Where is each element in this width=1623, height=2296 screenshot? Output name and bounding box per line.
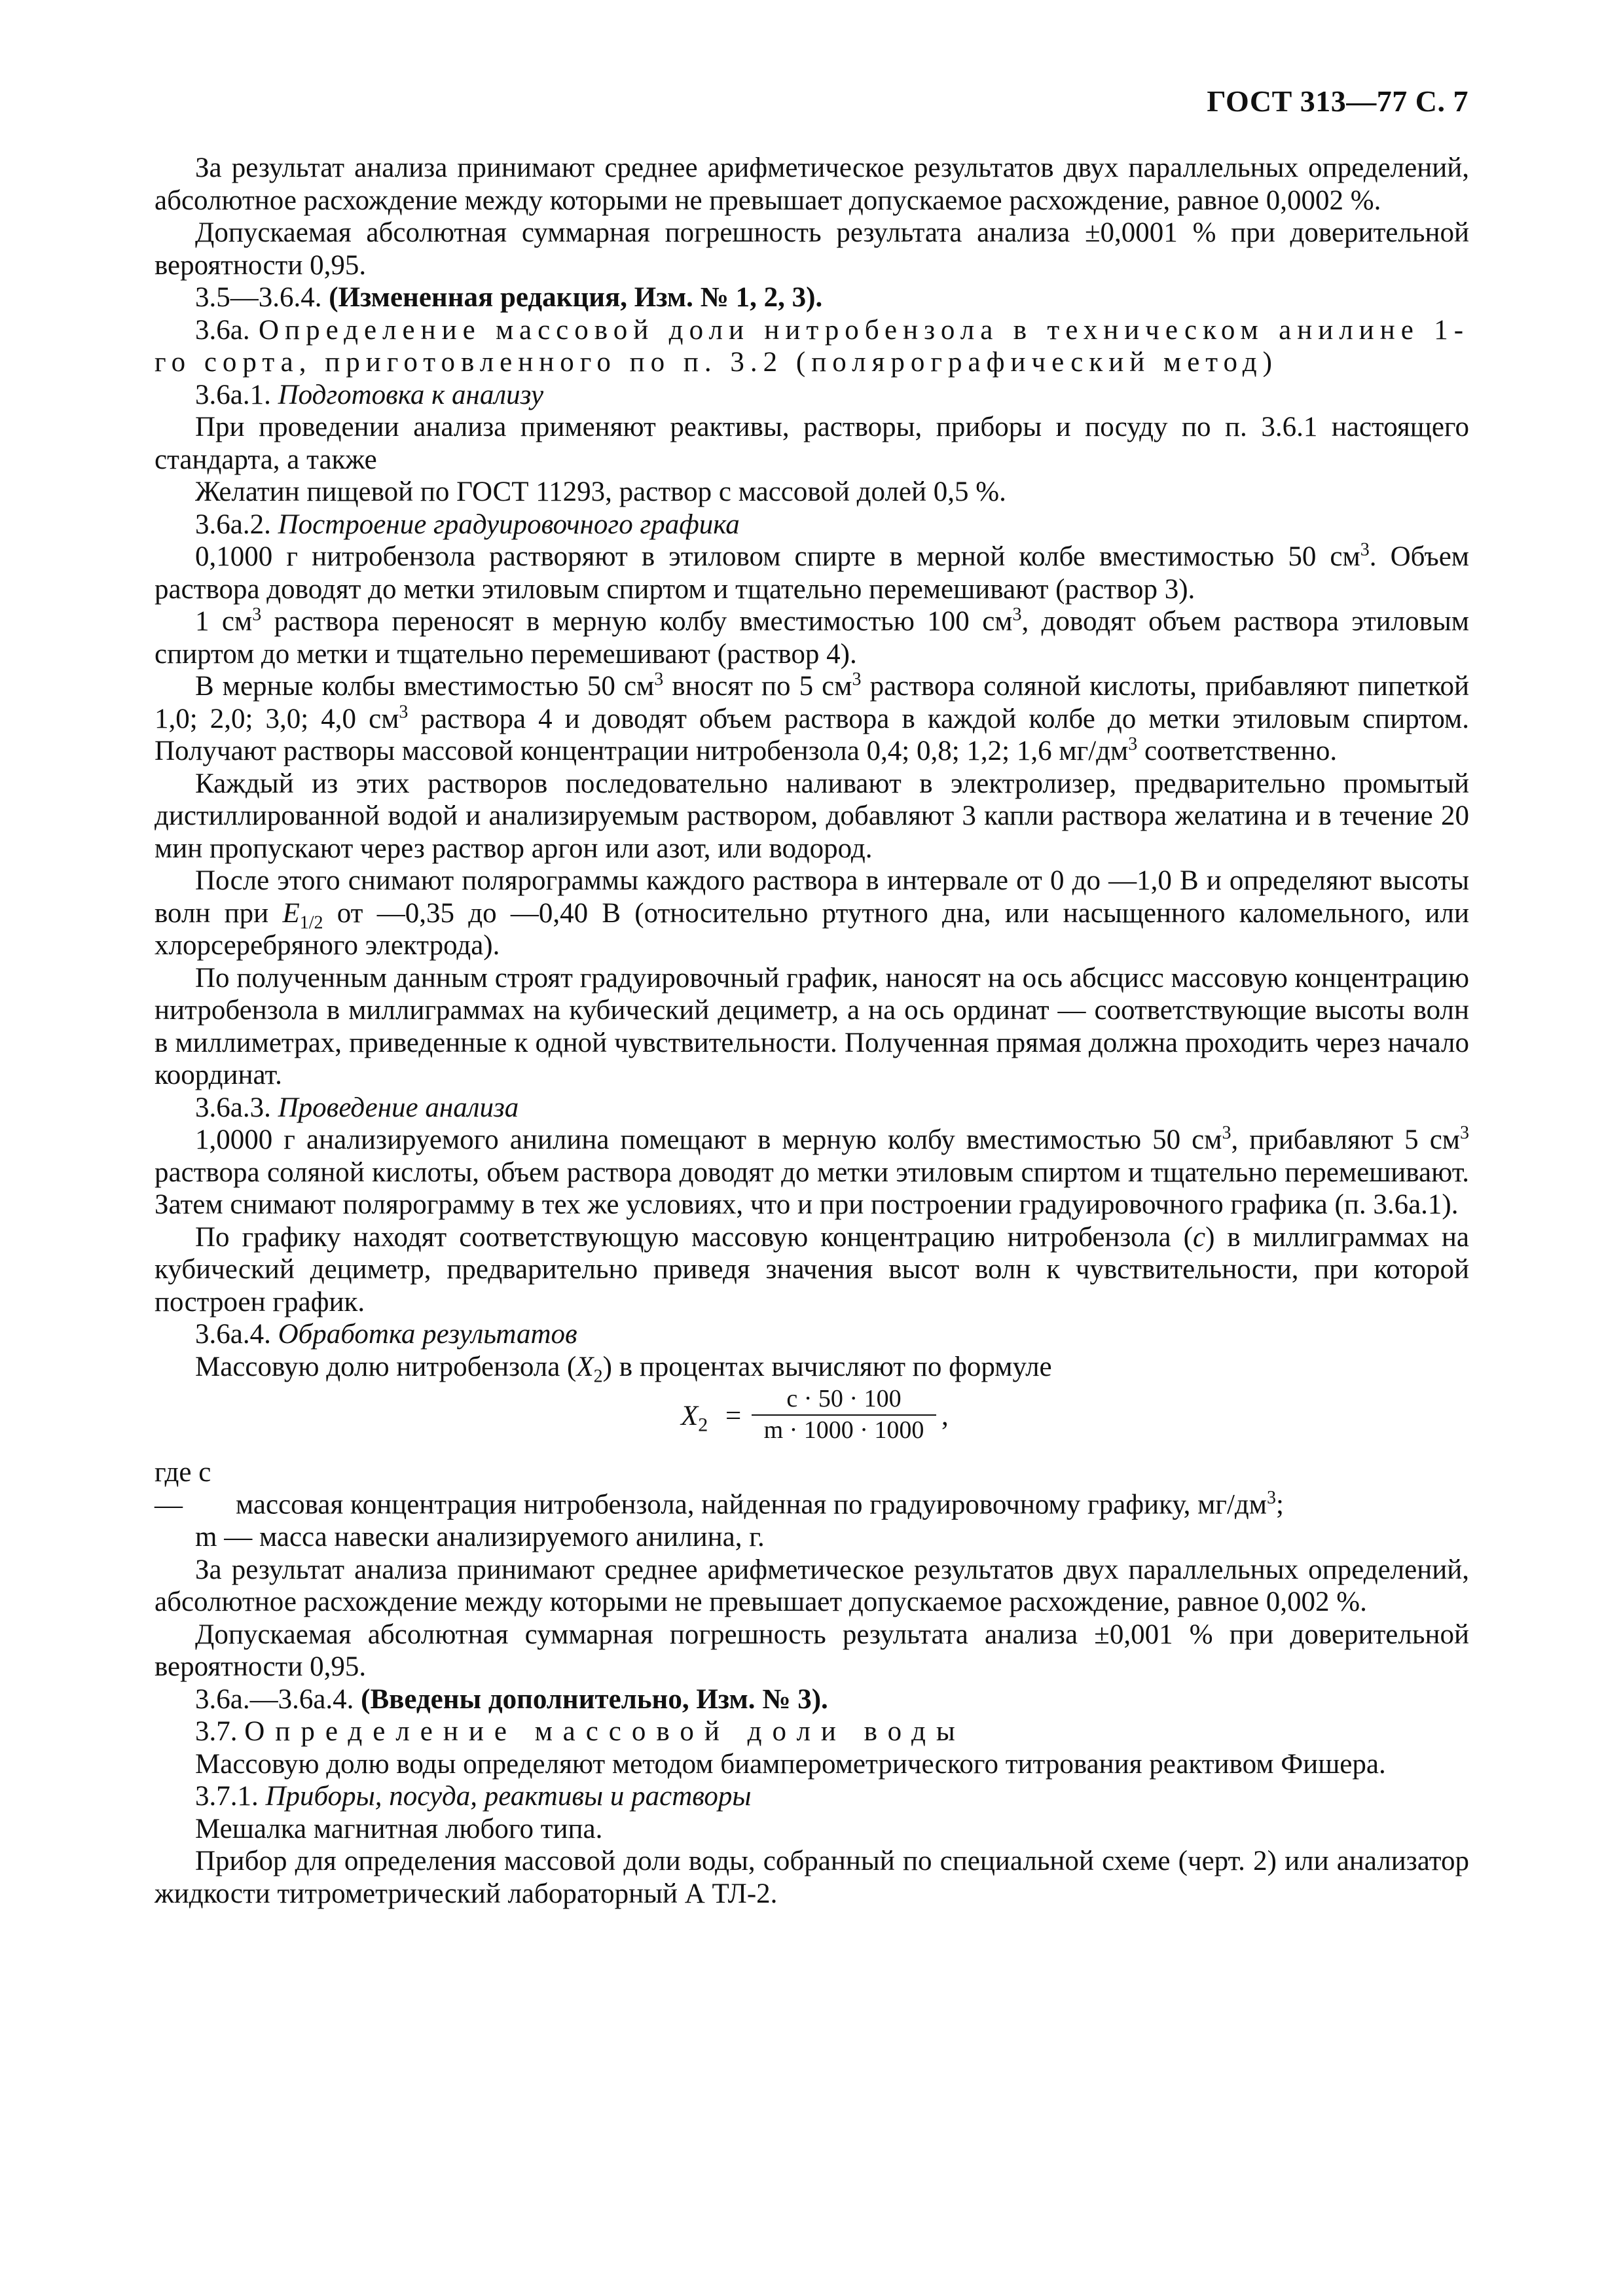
page-header: ГОСТ 313—77 С. 7 — [1207, 84, 1468, 118]
paragraph: Желатин пищевой по ГОСТ 11293, раствор с массовой долей 0,5 %. — [195, 476, 1006, 507]
paragraph: По полученным данным строят градуировочный график, наносят на ось абсцисс массовую концентрацию нитробензола в миллиграммах на кубический дециметр, а на ось ординат — соответствующие высоты волн в миллиметрах, приведенные к одной чувствительности. Полученная прямая должна проходить через начало координат. — [155, 962, 1469, 1090]
paragraph: 0,1000 г нитробензола растворяют в этиловом спирте в мерной колбе вместимостью 50 $см^3$. Объем раствора доводят до метки этиловым спиртом и тщательно перемешивают (раствор 3). — [155, 539, 1469, 605]
document-body — [155, 152, 1469, 1910]
formula-comma: , — [941, 1401, 949, 1431]
paragraph: Допускаемая абсолютная суммарная погрешность результата анализа ±0,001 % при доверительной вероятности 0,95. — [155, 1619, 1469, 1682]
paragraph: За результат анализа принимают среднее арифметическое результатов двух параллельных определений, абсолютное расхождение между которыми не превышает допускаемое расхождение, равное 0,0002 %. — [155, 152, 1469, 216]
formula-legend-item: m — масса навески анализируемого анилина, г. — [195, 1522, 765, 1552]
subsection-heading: 3.6а.2. Построение градуировочного графика — [195, 509, 740, 540]
formula — [155, 1387, 1469, 1450]
formula-equals: = — [725, 1401, 742, 1431]
section-heading-text: Определение массовой доли воды — [244, 1716, 966, 1747]
paragraph: По графику находят соответствующую массовую концентрацию нитробензола (c) в миллиграммах на кубический дециметр, предварительно приведя значения высот волн к чувствительности, при которой построен график. — [155, 1221, 1469, 1318]
subsection-heading: 3.6а.3. Проведение анализа — [195, 1092, 519, 1123]
paragraph: Прибор для определения массовой доли воды, собранный по специальной схеме (черт. 2) или анализатор жидкости титрометрический лабораторный А ТЛ-2. — [155, 1846, 1469, 1909]
paragraph: Мешалка магнитная любого типа. — [195, 1813, 603, 1844]
formula-denominator: m · 1000 · 1000 — [763, 1416, 924, 1444]
section-heading-text: Определение массовой доли нитробензола в техническом анилине 1-го сорта, приготовленного по п. 3.2 (полярографический метод) — [155, 314, 1470, 378]
section-heading: 3.7. Определение массовой доли воды — [195, 1716, 966, 1747]
formula-numerator: c · 50 · 100 — [752, 1384, 936, 1416]
paragraph: За результат анализа принимают среднее арифметическое результатов двух параллельных определений, абсолютное расхождение между которыми не превышает допускаемое расхождение, равное 0,002 %. — [155, 1554, 1469, 1617]
paragraph: При проведении анализа применяют реактивы, растворы, приборы и посуду по п. 3.6.1 настоящего стандарта, а также — [155, 412, 1469, 475]
formula-fraction — [752, 1384, 936, 1444]
section-heading: 3.6а. Определение массовой доли нитробензола в техническом анилине 1-го сорта, приготовленного по п. 3.2 (полярографический метод) — [155, 314, 1470, 378]
paragraph: Массовую долю нитробензола $(X_2)$ в процентах вычисляют по формуле — [195, 1351, 1052, 1387]
paragraph: Каждый из этих растворов последовательно наливают в электролизер, предварительно промытый дистиллированной водой и анализируемым раствором, добавляют 3 капли раствора желатина и в течение 20 мин пропускают через раствор аргон или азот, или водород. — [155, 768, 1469, 864]
amendment-note: 3.6а.—3.6а.4. (Введены дополнительно, Изм. № 3). — [195, 1683, 828, 1715]
formula-legend-item: где c — массовая концентрация нитробензола, найденная по градуировочному графику, $мг/дм^3$; — [155, 1457, 1284, 1520]
paragraph: 1,0000 г анализируемого анилина помещают в мерную колбу вместимостью 50 $см^3$, прибавляют 5 $см^3$ раствора соляной кислоты, объем раствора доводят до метки этиловым спиртом и тщательно перемешивают. Затем снимают полярограмму в тех же условиях, что и при построении градуировочного графика (п. 3.6а.1). — [155, 1122, 1469, 1220]
paragraph: 1 $см^3$ раствора переносят в мерную колбу вместимостью 100 $см^3$, доводят объем раствора этиловым спиртом до метки и тщательно перемешивают (раствор 4). — [155, 604, 1469, 670]
paragraph: Допускаемая абсолютная суммарная погрешность результата анализа ±0,0001 % при доверительной вероятности 0,95. — [155, 217, 1469, 281]
amendment-note: 3.5—3.6.4. (Измененная редакция, Изм. № 1, 2, 3). — [195, 282, 823, 313]
subsection-heading: 3.6а.4. Обработка результатов — [195, 1319, 577, 1350]
paragraph: В мерные колбы вместимостью 50 $см^3$ вносят по 5 $см^3$ раствора соляной кислоты, прибавляют пипеткой 1,0; 2,0; 3,0; 4,0 $см^3$ раствора 4 и доводят объем раствора в каждой колбе до метки этиловым спиртом. Получают растворы массовой концентрации нитробензола 0,4; 0,8; 1,2; 1,6 $мг/дм^3$ соответственно. — [155, 669, 1470, 766]
subsection-heading: 3.7.1. Приборы, посуда, реактивы и растворы — [195, 1781, 752, 1812]
paragraph: После этого снимают полярограммы каждого раствора в интервале от 0 до —1,0 В и определяют высоты волн при $E_{1/2}$ от —0,35 до —0,40 В (относительно ртутного дна, или насыщенного каломельного, или хлорсеребряного электрода). — [155, 865, 1470, 961]
formula-lhs: $X_2$ — [681, 1401, 708, 1436]
paragraph: Массовую долю воды определяют методом биамперометрического титрования реактивом Фишера. — [195, 1748, 1386, 1780]
subsection-heading: 3.6а.1. Подготовка к анализу — [195, 379, 544, 410]
